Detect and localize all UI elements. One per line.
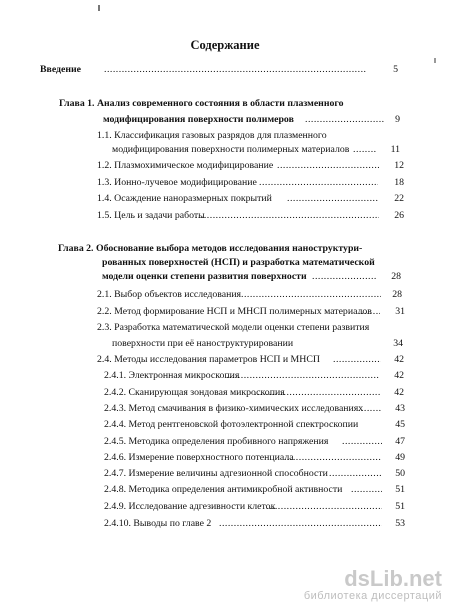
dot-leader xyxy=(226,370,380,378)
toc-page-number: 34 xyxy=(393,338,403,349)
toc-page-number: 42 xyxy=(394,370,404,381)
toc-page-number: 45 xyxy=(395,419,405,430)
toc-entry-label: 1.5. Цель и задачи работы xyxy=(97,210,205,221)
toc-page-number: 31 xyxy=(395,306,405,317)
watermark-subtitle: библиотека диссертаций xyxy=(303,590,442,602)
toc-page-number: 42 xyxy=(394,387,404,398)
page-title: Содержание xyxy=(190,38,260,52)
toc-entry-label: 2.4.1. Электронная микроскопия xyxy=(104,370,240,381)
toc-entry-label: 2.4.7. Измерение величины адгезионной способности xyxy=(104,468,328,479)
dot-leader xyxy=(287,193,379,201)
dot-leader xyxy=(333,354,381,362)
dot-leader xyxy=(195,210,379,218)
toc-entry-label-line-1: Глава 1. Анализ современного состояния в области плазменного xyxy=(59,98,344,109)
dot-leader xyxy=(353,144,377,152)
toc-page-number: 51 xyxy=(395,501,405,512)
toc-page-number: 28 xyxy=(392,289,402,300)
toc-page-number: 5 xyxy=(393,64,398,75)
toc-entry-label: 2.4.10. Выводы по главе 2 xyxy=(104,518,212,529)
scan-mark xyxy=(434,58,436,63)
toc-entry-label: 2.4.3. Метод смачивания в физико-химических исследованиях xyxy=(104,403,364,414)
toc-page-number: 11 xyxy=(390,144,400,155)
dot-leader xyxy=(329,468,382,476)
toc-entry-label: 2.4.6. Измерение поверхностного потенциала xyxy=(104,452,294,463)
toc-entry-label-line-1: Глава 2. Обоснование выбора методов исследования наноструктури- xyxy=(58,243,363,254)
toc-page-number: 43 xyxy=(395,403,405,414)
toc-page-number: 50 xyxy=(395,468,405,479)
toc-entry-label: Введение xyxy=(40,64,81,75)
toc-page-number: 12 xyxy=(394,160,404,171)
toc-page-number: 42 xyxy=(394,354,404,365)
watermark xyxy=(304,568,442,602)
toc-entry-label: 2.4. Методы исследования параметров НСП и МНСП xyxy=(97,354,320,365)
toc-entry-label-line-1: 1.1. Классификация газовых разрядов для плазменного xyxy=(97,130,327,141)
toc-entry-label: 1.3. Ионно-лучевое модифицирование xyxy=(97,177,257,188)
toc-page-number: 49 xyxy=(395,452,405,463)
dot-leader xyxy=(351,484,382,492)
toc-entry-label: 2.4.4. Метод рентгеновской фотоэлектронной спектроскопии xyxy=(104,419,359,430)
toc-page-number: 51 xyxy=(395,484,405,495)
toc-page-number: 47 xyxy=(395,436,405,447)
dot-leader xyxy=(358,306,380,314)
dot-leader xyxy=(254,387,380,395)
toc-entry-label: 1.2. Плазмохимическое модифицирование xyxy=(97,160,274,171)
toc-entry-label: 1.4. Осаждение наноразмерных покрытий xyxy=(97,193,272,204)
toc-entry-label: 2.4.9. Исследование адгезивности клеток xyxy=(104,501,276,512)
toc-entry-label: 2.4.2. Сканирующая зондовая микроскопия xyxy=(104,387,285,398)
dot-leader xyxy=(241,289,381,297)
watermark-logo: dsLib.net xyxy=(344,566,442,591)
dot-leader xyxy=(259,177,378,185)
toc-page-number: 26 xyxy=(394,210,404,221)
dot-leader xyxy=(358,403,382,411)
toc-entry-label-line-1: 2.3. Разработка математической модели оценки степени развития xyxy=(97,322,370,333)
toc-entry-label-line-2: модифицирования поверхности полимеров xyxy=(103,114,294,125)
toc-page-number: 22 xyxy=(394,193,404,204)
toc-page-number: 18 xyxy=(394,177,404,188)
dot-leader xyxy=(342,436,382,444)
toc-entry-label-line-2: поверхности при её наноструктурировании xyxy=(112,338,294,349)
dot-leader xyxy=(277,160,379,168)
toc-entry-label-line-3: модели оценки степени развития поверхности xyxy=(102,271,307,282)
toc-entry-label-line-2: модифицирования поверхности полимерных материалов xyxy=(112,144,350,155)
dot-leader xyxy=(219,518,382,526)
dot-leader xyxy=(305,114,385,122)
toc-page-number: 28 xyxy=(391,271,401,282)
dot-leader xyxy=(104,64,366,72)
toc-page-number: 53 xyxy=(395,518,405,529)
toc-entry-label: 2.4.5. Методика определения пробивного напряжения xyxy=(104,436,329,447)
toc-entry-label-line-2: рованных поверхностей (НСП) и разработка математической xyxy=(102,257,375,268)
toc-entry-label: 2.2. Метод формирование НСП и МНСП полимерных материалов xyxy=(97,306,372,317)
toc-entry-label: 2.4.8. Методика определения антимикробной активности xyxy=(104,484,343,495)
dot-leader xyxy=(284,452,382,460)
dot-leader xyxy=(312,271,377,279)
scan-mark xyxy=(98,5,100,11)
toc-page-number: 9 xyxy=(395,114,400,125)
dot-leader xyxy=(266,501,382,509)
toc-entry-label: 2.1. Выбор объектов исследования xyxy=(97,289,242,300)
